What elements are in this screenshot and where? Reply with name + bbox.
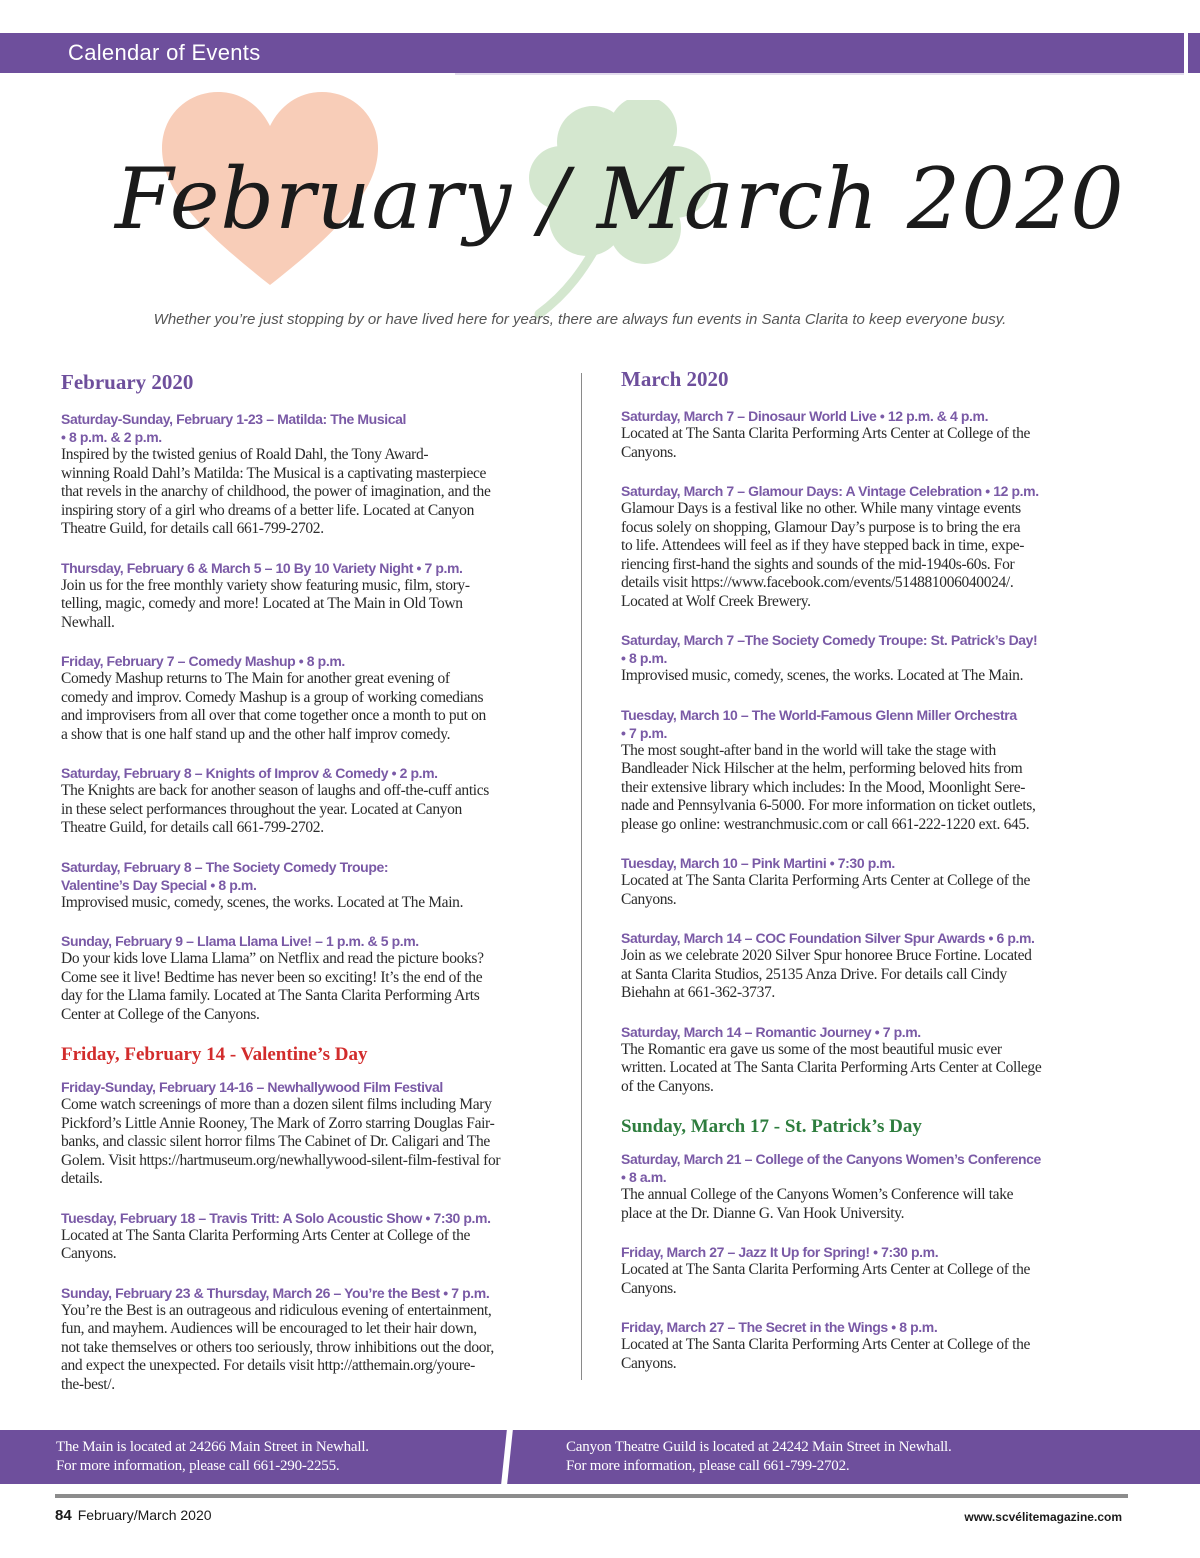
event-description: Comedy Mashup returns to The Main for another great evening of comedy and improv. Comedy Mashup is a group of working comedians and improvisers from all over that come together once a month to put on a show that is one half stand up and the other half improv comedy. [61,670,486,743]
bar-separator [501,1430,513,1484]
event-title: Saturday, March 21 – College of the Canyons Women’s Conference • 8 a.m. [621,1151,1041,1185]
column-divider [581,373,582,1380]
event-title: Friday, March 27 – Jazz It Up for Spring! • 7:30 p.m. [621,1244,939,1260]
event-item [621,1023,1111,1097]
event-item [621,706,1111,835]
february-heading: February 2020 [61,370,194,394]
event-item [61,652,566,744]
event-description: Glamour Days is a festival like no other. While many vintage events focus solely on shopping, Glamour Day’s purpose is to bring the era to life. Attendees will feel as if they have stepped back in time, expe- riencing first-hand the sights and sounds of the mid-1940s-60s. For details visit https://www.facebook.com/events/514881006040024/. Located at Wolf Creek Brewery. [621,500,1025,610]
event-description: Do your kids love Llama Llama” on Netflix and read the picture books? Come see it live! Bedtime has never been so exciting! It’s the end of the day for the Llama family. Located at The Santa Clarita Performing Arts Center at College of the Canyons. [61,950,484,1023]
issue-label: February/March 2020 [77,1507,212,1523]
march-column [621,367,1111,1393]
event-title: Friday, March 27 – The Secret in the Wings • 8 p.m. [621,1319,938,1335]
event-list [621,407,1111,1096]
the-main-phone: For more information, please call 661-290-2255. [56,1458,340,1474]
page-number: 84 [55,1507,72,1524]
the-main-info [56,1438,369,1476]
event-description: Located at The Santa Clarita Performing Arts Center at College of the Canyons. [621,1261,1031,1297]
event-description: Join as we celebrate 2020 Silver Spur honoree Bruce Fortine. Located at Santa Clarita Studios, 25135 Anza Drive. For details call Cindy Biehahn at 661-362-3737. [621,947,1032,1001]
event-title: Saturday, February 8 – The Society Comedy Troupe: Valentine’s Day Special • 8 p.m. [61,858,389,893]
event-description: Located at The Santa Clarita Performing Arts Center at College of the Canyons. [621,425,1031,461]
event-description: The annual College of the Canyons Women’s Conference will take place at the Dr. Dianne G. Van Hook University. [621,1186,1014,1222]
event-item [621,631,1111,686]
event-item [621,407,1111,462]
canyon-theatre-info [566,1438,952,1476]
canyon-theatre-address: Canyon Theatre Guild is located at 24242 Main Street in Newhall. [566,1439,952,1455]
event-title: Sunday, February 9 – Llama Llama Live! – 1 p.m. & 5 p.m. [61,933,419,949]
event-item [621,1318,1111,1373]
event-item [61,1078,566,1189]
event-list [61,1078,566,1394]
event-description: The Romantic era gave us some of the most beautiful music ever written. Located at The Santa Clarita Performing Arts Center at College of the Canyons. [621,1040,1042,1095]
march-heading: March 2020 [621,367,729,391]
february-column [61,370,566,1414]
event-title: Tuesday, February 18 – Travis Tritt: A Solo Acoustic Show • 7:30 p.m. [61,1209,491,1226]
event-item [61,858,566,913]
event-item [621,1243,1111,1298]
event-title: Thursday, February 6 & March 5 – 10 By 10 Variety Night • 7 p.m. [61,559,463,576]
event-description: Located at The Santa Clarita Performing Arts Center at College of the Canyons. [61,1226,471,1262]
section-label: Calendar of Events [68,40,261,65]
event-item [621,482,1111,611]
tagline: Whether you’re just stopping by or have lived here for years, there are always fun events in Santa Clarita to keep everyone busy. [153,311,1007,328]
event-title: Friday-Sunday, February 14-16 – Newhallywood Film Festival [61,1079,443,1095]
event-item [61,559,566,633]
event-title: Tuesday, March 10 – Pink Martini • 7:30 p.m. [621,855,895,871]
event-title: Saturday, March 7 –The Society Comedy Troupe: St. Patrick’s Day! • 8 p.m. [621,632,1038,666]
event-title: Friday, February 7 – Comedy Mashup • 8 p.m. [61,653,345,669]
banner-cap [1188,33,1200,73]
event-title: Sunday, February 23 & Thursday, March 26 – You’re the Best • 7 p.m. [61,1284,490,1301]
event-title: Saturday, March 14 – Romantic Journey • 7 p.m. [621,1023,921,1040]
event-item [61,410,566,539]
event-item [621,854,1111,909]
event-description: You’re the Best is an outrageous and ridiculous evening of entertainment, fun, and mayhem. Audiences will be encouraged to let their hair down, not take themselves or others too seriously, throw inhibitions out the door, and expect the unexpected. For details visit http://atthemain.org/youre- the-best/. [61,1301,494,1393]
event-description: Located at The Santa Clarita Performing Arts Center at College of the Canyons. [621,1336,1031,1372]
event-title: Saturday-Sunday, February 1-23 – Matilda: The Musical • 8 p.m. & 2 p.m. [61,411,406,445]
event-title: Saturday, March 7 – Dinosaur World Live • 12 p.m. & 4 p.m. [621,408,989,424]
website-url: www.scvélitemagazine.com [964,1510,1122,1524]
valentines-day-heading: Friday, February 14 - Valentine’s Day [61,1044,368,1065]
event-title: Saturday, March 7 – Glamour Days: A Vintage Celebration • 12 p.m. [621,483,1039,499]
event-item [61,764,566,838]
the-main-address: The Main is located at 24266 Main Street in Newhall. [56,1439,369,1455]
page-title: February / March 2020 [115,150,1125,248]
hero [0,75,1200,355]
section-banner [0,33,1184,73]
event-item [621,1150,1111,1223]
folio [55,1507,212,1524]
event-description: The Knights are back for another season of laughs and off-the-cuff antics in these select performances throughout the year. Located at Canyon Theatre Guild, for details call 661-799-2702. [61,782,489,836]
venue-info-bar [0,1430,1200,1484]
event-item [61,932,566,1024]
event-title: Saturday, March 14 – COC Foundation Silver Spur Awards • 6 p.m. [621,930,1035,946]
event-description: Come watch screenings of more than a dozen silent films including Mary Pickford’s Little Annie Rooney, The Mark of Zorro starring Douglas Fair- banks, and classic silent horror films The Cabinet of Dr. Caligari and The Golem. Visit https://hartmuseum.org/newhallywood-silent-film-festival for details. [61,1096,501,1187]
event-title: Tuesday, March 10 – The World-Famous Glenn Miller Orchestra • 7 p.m. [621,706,1017,741]
event-list [621,1150,1111,1373]
event-description: The most sought-after band in the world will take the stage with Bandleader Nick Hilscher at the helm, performing beloved hits from their extensive library which includes: In the Mood, Moonlight Sere- nade and Pennsylvania 6-5000. For more information on ticket outlets, please go online: westranchmusic.com or call 661-222-1220 ext. 645. [621,741,1036,833]
event-description: Improvised music, comedy, scenes, the works. Located at The Main. [61,893,464,911]
event-list [61,410,566,1024]
footer-rule [55,1494,1128,1498]
event-item [61,1209,566,1264]
event-item [61,1284,566,1395]
event-description: Located at The Santa Clarita Performing Arts Center at College of the Canyons. [621,872,1031,908]
event-item [621,929,1111,1003]
event-description: Improvised music, comedy, scenes, the works. Located at The Main. [621,667,1024,684]
event-description: Inspired by the twisted genius of Roald Dahl, the Tony Award- winning Roald Dahl’s Matilda: The Musical is a captivating masterpiece that revels in the anarchy of childhood, the power of imagination, and the inspiring story of a girl who dreams of a better life. Located at Canyon Theatre Guild, for details call 661-799-2702. [61,446,491,537]
event-description: Join us for the free monthly variety show featuring music, film, story- telling, magic, comedy and more! Located at The Main in Old Town Newhall. [61,576,470,631]
event-title: Saturday, February 8 – Knights of Improv & Comedy • 2 p.m. [61,765,438,781]
st-patricks-day-heading: Sunday, March 17 - St. Patrick’s Day [621,1116,922,1137]
canyon-theatre-phone: For more information, please call 661-799-2702. [566,1458,850,1474]
